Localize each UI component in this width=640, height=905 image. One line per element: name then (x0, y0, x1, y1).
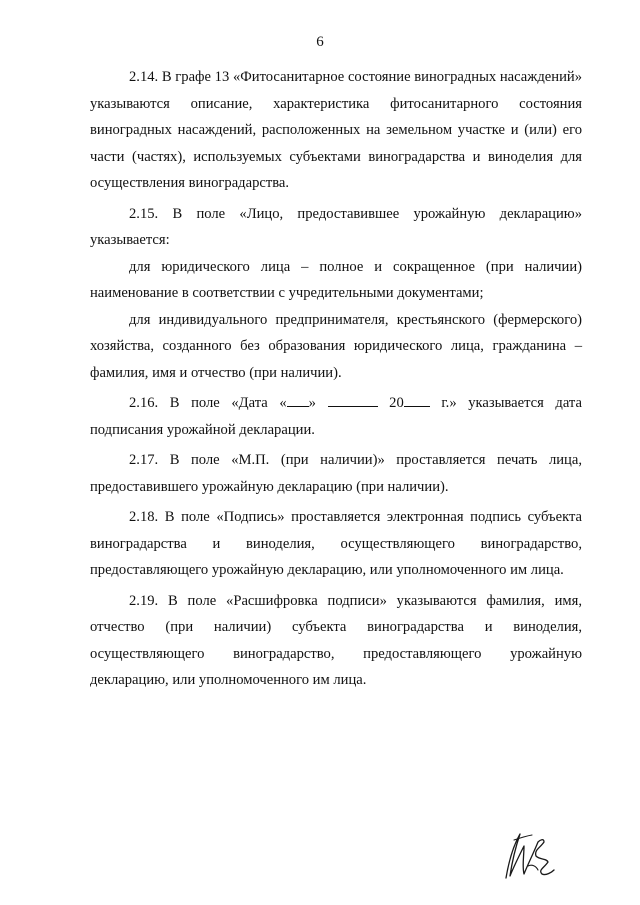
paragraph-2-18: 2.18. В поле «Подпись» проставляется электронная подпись субъекта виноградарства и виноделия, осуществляющего виноградарство, предоставляющего урожайную декларацию, или уполномоченного им лица. (90, 509, 582, 578)
year-prefix: 20 (389, 395, 404, 411)
date-quote-close: » (308, 395, 316, 411)
paragraph-2-14: 2.14. В графе 13 «Фитосанитарное состояние виноградных насаждений» указываются описание, характеристика фитосанитарного состояния виноградных насаждений, расположенных на земельном участке и (или) его части (частях), используемых субъектами виноградарства и виноделия для осуществления виноградарства. (90, 69, 582, 191)
year-blank (404, 393, 430, 407)
month-blank (328, 393, 378, 407)
paragraph-2-15-individual: для индивидуального предпринимателя, крестьянского (фермерского) хозяйства, созданного без образования юридического лица, гражданина – фамилия, имя и отчество (при наличии). (90, 311, 582, 381)
paragraph-2-15-legal-entity: для юридического лица – полное и сокращенное (при наличии) наименование в соответствии с учредительными документами; (90, 258, 582, 301)
day-blank (287, 393, 309, 407)
paragraph-2-16 (90, 390, 582, 443)
date-field-rest: г.» указывается дата подписания урожайной декларации. (90, 395, 582, 438)
date-field-label: 2.16. В поле «Дата « (129, 395, 287, 411)
paragraph-2-19: 2.19. В поле «Расшифровка подписи» указываются фамилия, имя, отчество (при наличии) субъекта виноградарства и виноделия, осуществляющего виноградарство, предоставляющего урожайную декларацию, или уполномоченного им лица. (90, 592, 582, 688)
paragraph-2-17: 2.17. В поле «М.П. (при наличии)» проставляется печать лица, предоставившего урожайную декларацию (при наличии). (90, 452, 582, 495)
paragraph-2-15: 2.15. В поле «Лицо, предоставившее урожайную декларацию» указывается: (90, 205, 582, 248)
signature-initials-icon (494, 826, 564, 886)
page-number: 6 (316, 34, 324, 50)
document-body (90, 64, 582, 698)
